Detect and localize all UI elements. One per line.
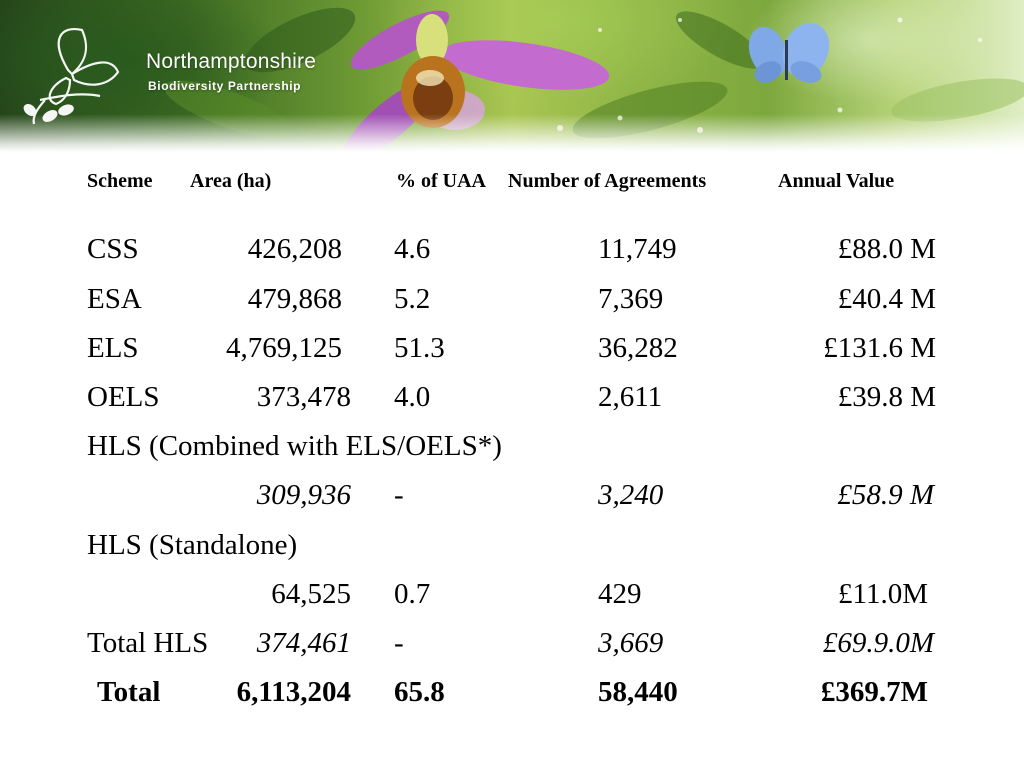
uaa-cell: 5.2: [394, 283, 431, 315]
uaa-cell: -: [394, 627, 404, 659]
hls-combined-label: HLS (Combined with ELS/OELS*): [87, 430, 502, 462]
column-header-scheme: Scheme: [87, 170, 153, 192]
area-cell: 309,936: [256, 479, 351, 511]
scheme-cell: Total HLS: [87, 627, 209, 659]
uaa-cell: 0.7: [394, 578, 431, 610]
value-cell: £40.4 M: [837, 283, 936, 315]
area-cell: 479,868: [247, 283, 342, 315]
column-header-uaa: % of UAA: [396, 170, 486, 192]
value-cell: £11.0M: [838, 578, 928, 610]
agreements-cell: 36,282: [598, 332, 678, 364]
agreements-cell: 3,240: [598, 479, 664, 511]
value-cell: £88.0 M: [837, 233, 936, 265]
area-cell: 374,461: [256, 627, 351, 659]
scheme-cell: OELS: [87, 381, 160, 413]
uaa-cell: -: [394, 479, 404, 511]
area-cell: 6,113,204: [236, 676, 351, 708]
uaa-cell: 4.0: [394, 381, 431, 413]
scheme-cell: ESA: [87, 283, 142, 315]
blue-butterfly-icon: [742, 15, 838, 87]
column-header-annual-value: Annual Value: [778, 170, 895, 192]
area-cell: 426,208: [247, 233, 342, 265]
uaa-cell: 65.8: [394, 676, 445, 708]
value-cell: £39.8 M: [837, 381, 936, 413]
column-header-area: Area (ha): [190, 170, 272, 192]
agreements-cell: 3,669: [598, 627, 664, 659]
area-cell: 373,478: [256, 381, 351, 413]
column-header-agreements: Number of Agreements: [508, 170, 707, 192]
logo-butterfly: [23, 29, 118, 124]
hls-standalone-label: HLS (Standalone): [87, 529, 298, 561]
org-subtitle: Biodiversity Partnership: [148, 79, 302, 93]
uaa-cell: 51.3: [394, 332, 445, 364]
scheme-cell: CSS: [87, 233, 139, 265]
agreements-cell: 58,440: [598, 676, 678, 708]
value-cell: £58.9 M: [837, 479, 934, 511]
area-cell: 4,769,125: [226, 332, 342, 364]
agreements-cell: 7,369: [598, 283, 664, 315]
value-cell: £131.6 M: [823, 332, 936, 364]
scheme-cell: Total: [97, 676, 161, 708]
banner-fade: [0, 114, 1024, 152]
agreements-cell: 11,749: [598, 233, 677, 265]
agreements-cell: 429: [598, 578, 642, 610]
value-cell: £69.9.0M: [822, 627, 934, 659]
org-name: Northamptonshire: [146, 50, 317, 73]
header-banner: [0, 0, 1024, 152]
scheme-cell: ELS: [87, 332, 139, 364]
agreements-cell: 2,611: [598, 381, 663, 413]
value-cell: £369.7M: [820, 676, 928, 708]
uaa-cell: 4.6: [394, 233, 431, 265]
area-cell: 64,525: [271, 578, 351, 610]
